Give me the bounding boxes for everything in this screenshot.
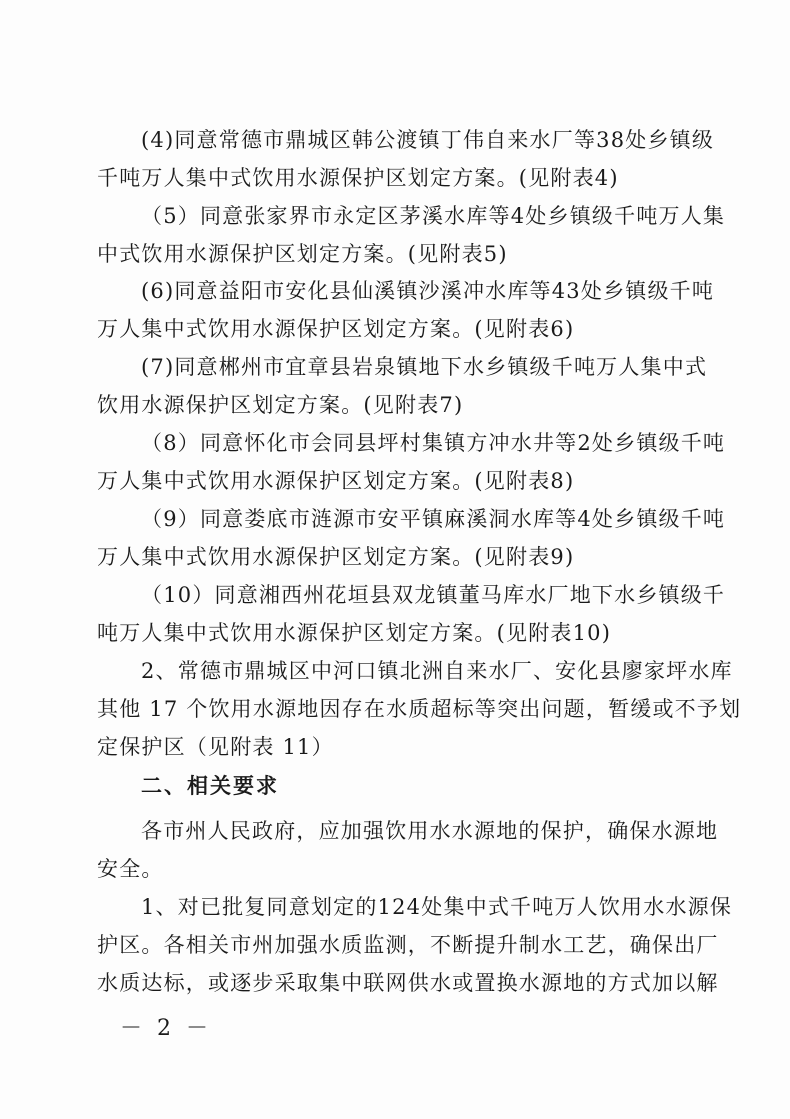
requirement-1-line-3: 水质达标，或逐步采取集中联网供水或置换水源地的方式加以解 xyxy=(97,971,719,995)
paragraph-9-line-2: 万人集中式饮用水源保护区划定方案。(见附表9) xyxy=(97,545,575,569)
paragraph-7-line-1: (7)同意郴州市宜章县岩泉镇地下水乡镇级千吨万人集中式 xyxy=(141,355,708,379)
paragraph-8-line-1: （8）同意怀化市会同县坪村集镇方冲水井等2处乡镇级千吨 xyxy=(141,431,726,455)
paragraph-5-line-1: （5）同意张家界市永定区茅溪水库等4处乡镇级千吨万人集 xyxy=(141,204,726,228)
item-2-line-2: 其他 17 个饮用水源地因存在水质超标等突出问题，暂缓或不予划 xyxy=(97,697,742,721)
paragraph-4-line-1: (4)同意常德市鼎城区韩公渡镇丁伟自来水厂等38处乡镇级 xyxy=(141,128,715,152)
paragraph-4-line-2: 千吨万人集中式饮用水源保护区划定方案。(见附表4) xyxy=(97,166,619,190)
item-2-line-3: 定保护区（见附表 11） xyxy=(97,735,334,759)
requirement-1-line-1: 1、对已批复同意划定的124处集中式千吨万人饮用水水源保 xyxy=(141,895,733,919)
paragraph-8-line-2: 万人集中式饮用水源保护区划定方案。(见附表8) xyxy=(97,469,575,493)
requirements-intro-line-2: 安全。 xyxy=(97,857,164,881)
section-heading: 二、相关要求 xyxy=(141,774,279,798)
paragraph-10-line-2: 吨万人集中式饮用水源保护区划定方案。(见附表10) xyxy=(97,621,612,645)
paragraph-5-line-2: 中式饮用水源保护区划定方案。(见附表5) xyxy=(97,242,508,266)
item-2-line-1: 2、常德市鼎城区中河口镇北洲自来水厂、安化县廖家坪水库 xyxy=(141,659,733,683)
page-number: － 2 － xyxy=(120,1016,212,1041)
paragraph-10-line-1: （10）同意湘西州花垣县双龙镇董马库水厂地下水乡镇级千 xyxy=(141,583,726,607)
paragraph-9-line-1: （9）同意娄底市涟源市安平镇麻溪洞水库等4处乡镇级千吨 xyxy=(141,507,726,531)
paragraph-7-line-2: 饮用水源保护区划定方案。(见附表7) xyxy=(97,393,464,417)
paragraph-6-line-1: (6)同意益阳市安化县仙溪镇沙溪冲水库等43处乡镇级千吨 xyxy=(141,279,715,303)
requirement-1-line-2: 护区。各相关市州加强水质监测，不断提升制水工艺，确保出厂 xyxy=(97,933,719,957)
requirements-intro-line-1: 各市州人民政府，应加强饮用水水源地的保护，确保水源地 xyxy=(141,819,719,843)
paragraph-6-line-2: 万人集中式饮用水源保护区划定方案。(见附表6) xyxy=(97,317,575,341)
